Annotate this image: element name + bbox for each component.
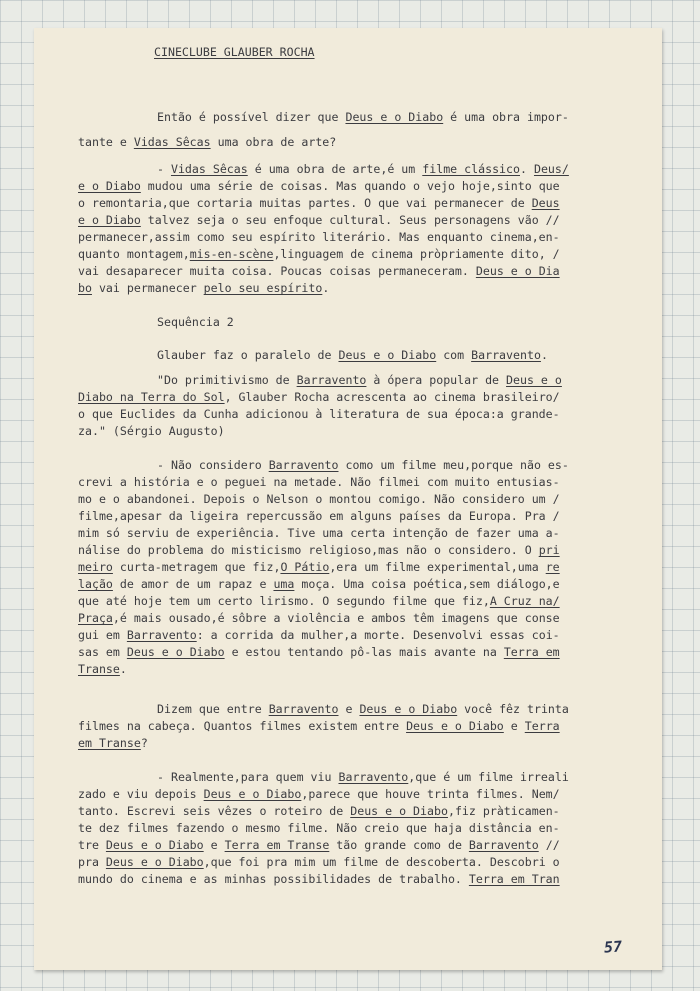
text-run: za." (Sérgio Augusto) — [78, 424, 225, 438]
text-run: vai desaparecer muita coisa. Poucas coisas permaneceram. — [78, 264, 476, 278]
text-line — [78, 491, 560, 508]
text-run: crevi a história e o peguei na metade. Não filmei com muito entusias- — [78, 475, 560, 489]
text-run: . — [322, 281, 330, 295]
text-run: filme,apesar da ligeira repercussão em alguns países da Europa. Pra / — [78, 509, 560, 523]
underlined-title: e o Diabo — [78, 213, 141, 227]
text-run: tanto. Escrevi seis vêzes o roteiro de — [78, 804, 351, 818]
text-run: // — [538, 838, 560, 852]
text-run: é uma obra impor- — [443, 110, 569, 124]
text-line — [78, 246, 560, 263]
underlined-title: Deus/ — [533, 162, 569, 176]
text-run: - Realmente,para quem viu — [157, 770, 339, 784]
text-run: Sequência 2 — [157, 315, 234, 329]
text-run: ,é mais ousado,é sôbre a violência e ambos têm imagens que conse — [112, 611, 560, 625]
text-line — [78, 195, 560, 212]
text-line — [78, 389, 560, 406]
underlined-title: Deus e o Diabo — [350, 804, 448, 818]
text-line — [78, 474, 560, 491]
text-run: você fêz trinta — [457, 702, 569, 716]
text-line — [78, 280, 329, 297]
text-line — [157, 109, 569, 126]
text-run: mundo do cinema e as minhas possibilidades de trabalho. — [78, 872, 469, 886]
text-run: Glauber faz o paralelo de — [157, 348, 339, 362]
text-line — [78, 576, 560, 593]
text-line — [78, 786, 560, 803]
text-line — [78, 542, 560, 559]
text-line — [78, 871, 560, 888]
text-run: nálise do problema do misticismo religioso,mas não o considero. O — [78, 543, 539, 557]
text-run: . — [119, 662, 127, 676]
underlined-title: Barravento — [471, 348, 541, 362]
underlined-title: re — [545, 560, 560, 574]
underlined-title: pelo seu espírito — [203, 281, 323, 295]
text-run: filmes na cabeça. Quantos filmes existem entre — [78, 719, 407, 733]
underlined-title: uma — [273, 577, 295, 591]
text-run: mudou uma série de coisas. Mas quando o vejo hoje,sinto que — [140, 179, 560, 193]
text-run: como um filme meu,porque não es- — [338, 458, 569, 472]
text-run: uma obra de arte? — [210, 135, 337, 149]
page-number: 57 — [603, 937, 623, 957]
text-run: vai permanecer — [91, 281, 204, 295]
underlined-title: Deus e o Diabo — [105, 855, 204, 869]
underlined-title: Terra em Tran — [468, 872, 560, 886]
text-line — [78, 508, 560, 525]
text-run: ,que é um filme irreali — [408, 770, 569, 784]
text-run: ,linguagem de cinema pròpriamente dito, / — [273, 247, 560, 261]
text-run: : a corrida da mulher,a morte. Desenvolvi essas coi- — [196, 628, 560, 642]
text-run: de amor de um rapaz e — [112, 577, 274, 591]
text-line — [78, 627, 560, 644]
text-line — [78, 661, 127, 678]
underlined-title: Barravento — [126, 628, 197, 642]
text-run: mo e o abandonei. Depois o Nelson o montou comigo. Não considero um / — [78, 492, 560, 506]
underlined-title: Deus e o Diabo — [345, 110, 444, 124]
underlined-title: Vidas Sêcas — [170, 162, 248, 176]
underlined-title: bo — [78, 281, 92, 295]
text-line — [157, 457, 569, 474]
text-run: sas em — [78, 645, 127, 659]
underlined-title: O Pátio — [280, 560, 330, 574]
text-run: pra — [78, 855, 106, 869]
underlined-title: Deus e o — [506, 373, 562, 387]
underlined-title: A Cruz na/ — [489, 594, 560, 608]
text-run: com — [436, 348, 472, 362]
text-line — [78, 406, 560, 423]
text-line — [78, 229, 560, 246]
text-run: o remontaria,que cortaria muitas partes. O que vai permanecer de — [78, 196, 532, 210]
underlined-title: Deus e o Diabo — [203, 787, 302, 801]
text-run: - Não considero — [157, 458, 269, 472]
text-line — [78, 854, 560, 871]
text-line — [78, 735, 148, 752]
text-run: . — [520, 162, 534, 176]
text-run: e — [203, 838, 225, 852]
text-run: zado e viu depois — [78, 787, 204, 801]
text-line — [157, 769, 569, 786]
text-line — [157, 347, 548, 364]
underlined-title: Terra em Transe — [224, 838, 330, 852]
text-line — [78, 525, 560, 542]
underlined-title: Deus e o Diabo — [105, 838, 204, 852]
text-run: quanto montagem, — [78, 247, 190, 261]
text-run: à ópera popular de — [366, 373, 507, 387]
underlined-title: Vidas Sêcas — [133, 135, 211, 149]
text-run: tre — [78, 838, 106, 852]
text-run: gui em — [78, 628, 127, 642]
text-run: tão grande como de — [329, 838, 469, 852]
text-line — [78, 423, 225, 440]
underlined-title: Deus e o Diabo — [338, 348, 437, 362]
text-run: e — [338, 702, 360, 716]
text-run: moça. Uma coisa poética,sem diálogo,e — [294, 577, 560, 591]
text-line — [78, 803, 560, 820]
text-line — [78, 263, 560, 280]
text-run: Dizem que entre — [157, 702, 269, 716]
underlined-title: meiro — [78, 560, 113, 574]
text-run: curta-metragem que fiz, — [112, 560, 281, 574]
text-run: ,que foi pra mim um filme de descoberta. Descobri o — [203, 855, 560, 869]
underlined-title: pri — [538, 543, 560, 557]
text-run: é uma obra de arte,é um — [247, 162, 423, 176]
underlined-title: Deus — [531, 196, 560, 210]
underlined-title: Barravento — [296, 373, 367, 387]
text-run: - — [157, 162, 171, 176]
underlined-title: mis-en-scène — [189, 247, 274, 261]
text-line — [78, 820, 560, 837]
underlined-title: em Transe — [78, 736, 141, 750]
text-line — [78, 212, 560, 229]
text-run: ,fiz pràticamen- — [447, 804, 560, 818]
text-line — [78, 718, 560, 735]
text-line — [78, 559, 560, 576]
underlined-title: Praça — [78, 611, 113, 625]
document-header: CINECLUBE GLAUBER ROCHA — [154, 45, 315, 59]
text-line — [78, 610, 560, 627]
underlined-title: Deus e o Diabo — [406, 719, 504, 733]
text-run: ,parece que houve trinta filmes. Nem/ — [301, 787, 560, 801]
text-line — [78, 644, 560, 661]
text-line — [157, 372, 562, 389]
underlined-title: Deus e o Diabo — [126, 645, 225, 659]
text-line — [78, 178, 560, 195]
text-line — [157, 314, 234, 331]
typewritten-page — [34, 28, 662, 970]
underlined-title: e o Diabo — [78, 179, 141, 193]
text-line — [157, 701, 569, 718]
underlined-title: lação — [78, 577, 113, 591]
text-run: o que Euclides da Cunha adicionou à literatura de sua época:a grande- — [78, 407, 560, 421]
text-run: tante e — [78, 135, 134, 149]
text-run: ,era um filme experimental,uma — [329, 560, 546, 574]
text-run: ? — [140, 736, 148, 750]
underlined-title: Diabo na Terra do Sol — [78, 390, 225, 404]
text-run: Então é possível dizer que — [157, 110, 346, 124]
text-line — [157, 161, 569, 178]
underlined-title: Terra em — [503, 645, 560, 659]
text-run: permanecer,assim como seu espírito literário. Mas enquanto cinema,en- — [78, 230, 560, 244]
text-run: "Do primitivismo de — [157, 373, 297, 387]
text-run: te dez filmes fazendo o mesmo filme. Não creio que haja distância en- — [78, 821, 560, 835]
underlined-title: Deus e o Diabo — [359, 702, 458, 716]
underlined-title: Barravento — [268, 458, 339, 472]
text-run: , Glauber Rocha acrescenta ao cinema brasileiro/ — [224, 390, 560, 404]
underlined-title: Barravento — [268, 702, 339, 716]
text-run: . — [540, 348, 548, 362]
text-run: que até hoje tem um certo lirismo. O segundo filme que fiz, — [78, 594, 490, 608]
text-line — [78, 134, 336, 151]
text-run: mim só serviu de experiência. Tive uma certa intenção de fazer uma a- — [78, 526, 560, 540]
text-line — [78, 593, 560, 610]
text-run: e estou tentando pô-las mais avante na — [224, 645, 504, 659]
text-line — [78, 837, 560, 854]
underlined-title: Deus e o Dia — [475, 264, 560, 278]
underlined-title: Terra — [524, 719, 560, 733]
underlined-title: Barravento — [338, 770, 409, 784]
underlined-title: filme clássico — [422, 162, 520, 176]
text-run: e — [503, 719, 525, 733]
underlined-title: Barravento — [468, 838, 539, 852]
text-run: talvez seja o seu enfoque cultural. Seus personagens vão // — [140, 213, 560, 227]
underlined-title: Transe — [78, 662, 120, 676]
